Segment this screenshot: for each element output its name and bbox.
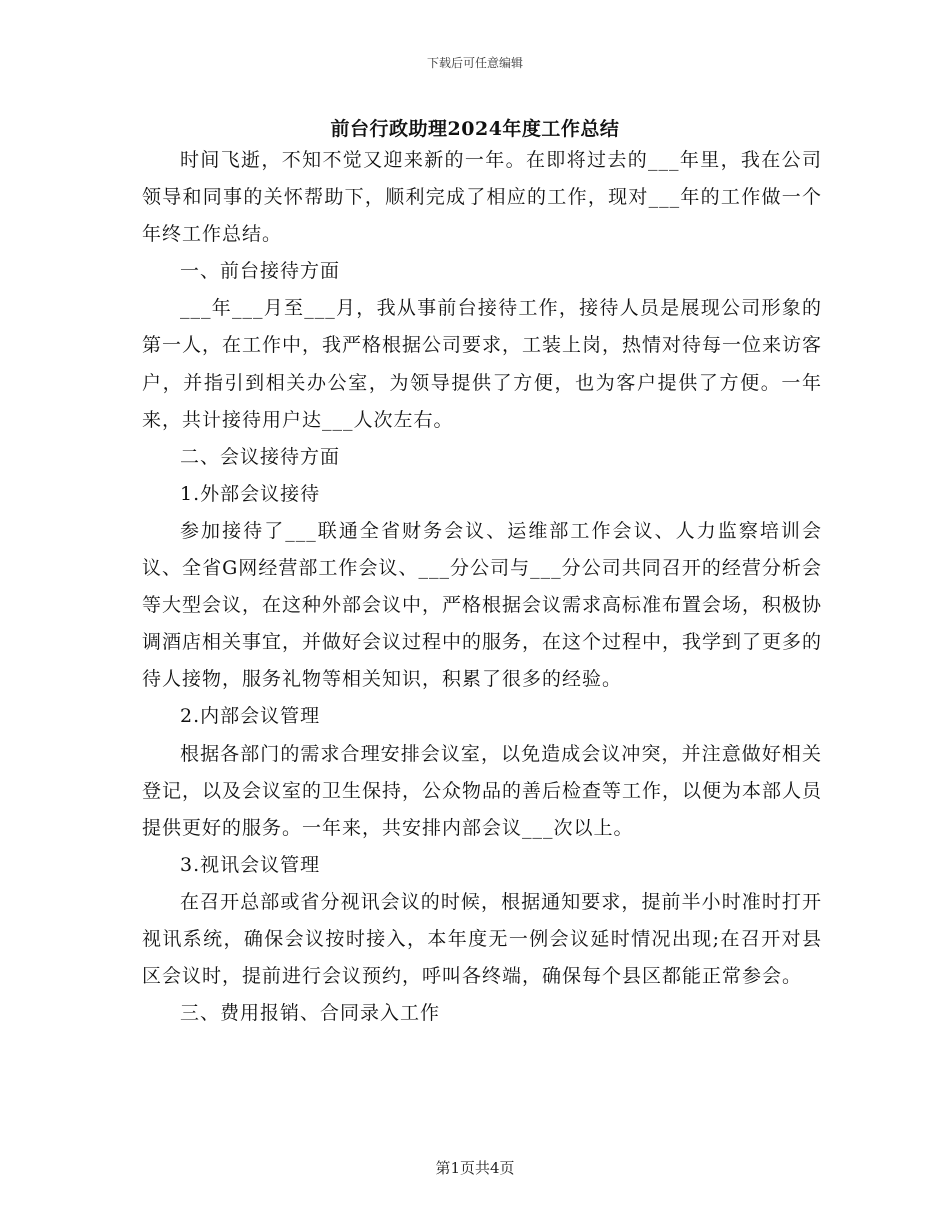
document-body [142, 142, 822, 1032]
paragraph-video-meetings: 在召开总部或省分视讯会议的时候，根据通知要求，提前半小时准时打开视讯系统，确保会议按时接入，本年度无一例会议延时情况出现;在召开对县区会议时，提前进行会议预约，呼叫各终端，确保每个县区都能正常参会。 [142, 890, 822, 988]
paragraph-intro: 时间飞逝，不知不觉又迎来新的一年。在即将过去的___年里，我在公司领导和同事的关怀帮助下，顺利完成了相应的工作，现对___年的工作做一个年终工作总结。 [142, 149, 822, 246]
header-note: 下载后可任意编辑 [426, 56, 523, 70]
paragraph-internal-meetings: 根据各部门的需求合理安排会议室，以免造成会议冲突，并注意做好相关登记，以及会议室的卫生保持，公众物品的善后检查等工作，以便为本部人员提供更好的服务。一年来，共安排内部会议___次以上。 [142, 742, 823, 839]
subheading-external-meetings: 1.外部会议接待 [180, 482, 321, 505]
section-heading-meetings: 二、会议接待方面 [180, 445, 341, 468]
paragraph-external-meetings: 参加接待了___联通全省财务会议、运维部工作会议、人力监察培训会议、全省G网经营部工作会议、___分公司与___分公司共同召开的经营分析会等大型会议，在这种外部会议中，严格根据会议需求高标准布置会场，积极协调酒店相关事宜，并做好会议过程中的服务，在这个过程中，我学到了更多的待人接物，服务礼物等相关知识，积累了很多的经验。 [142, 519, 823, 691]
section-heading-expenses: 三、费用报销、合同录入工作 [180, 1002, 441, 1025]
document-title: 前台行政助理2024年度工作总结 [330, 118, 620, 140]
paragraph-reception: ___年___月至___月，我从事前台接待工作，接待人员是展现公司形象的第一人，在工作中，我严格根据公司要求，工装上岗，热情对待每一位来访客户，并指引到相关办公室，为领导提供了方便，也为客户提供了方便。一年来，共计接待用户达___人次左右。 [142, 297, 823, 431]
subheading-internal-meetings: 2.内部会议管理 [180, 705, 321, 728]
page-footer: 第1页共4页 [435, 1159, 515, 1177]
section-heading-reception: 一、前台接待方面 [180, 260, 341, 283]
subheading-video-meetings: 3.视讯会议管理 [180, 853, 321, 876]
